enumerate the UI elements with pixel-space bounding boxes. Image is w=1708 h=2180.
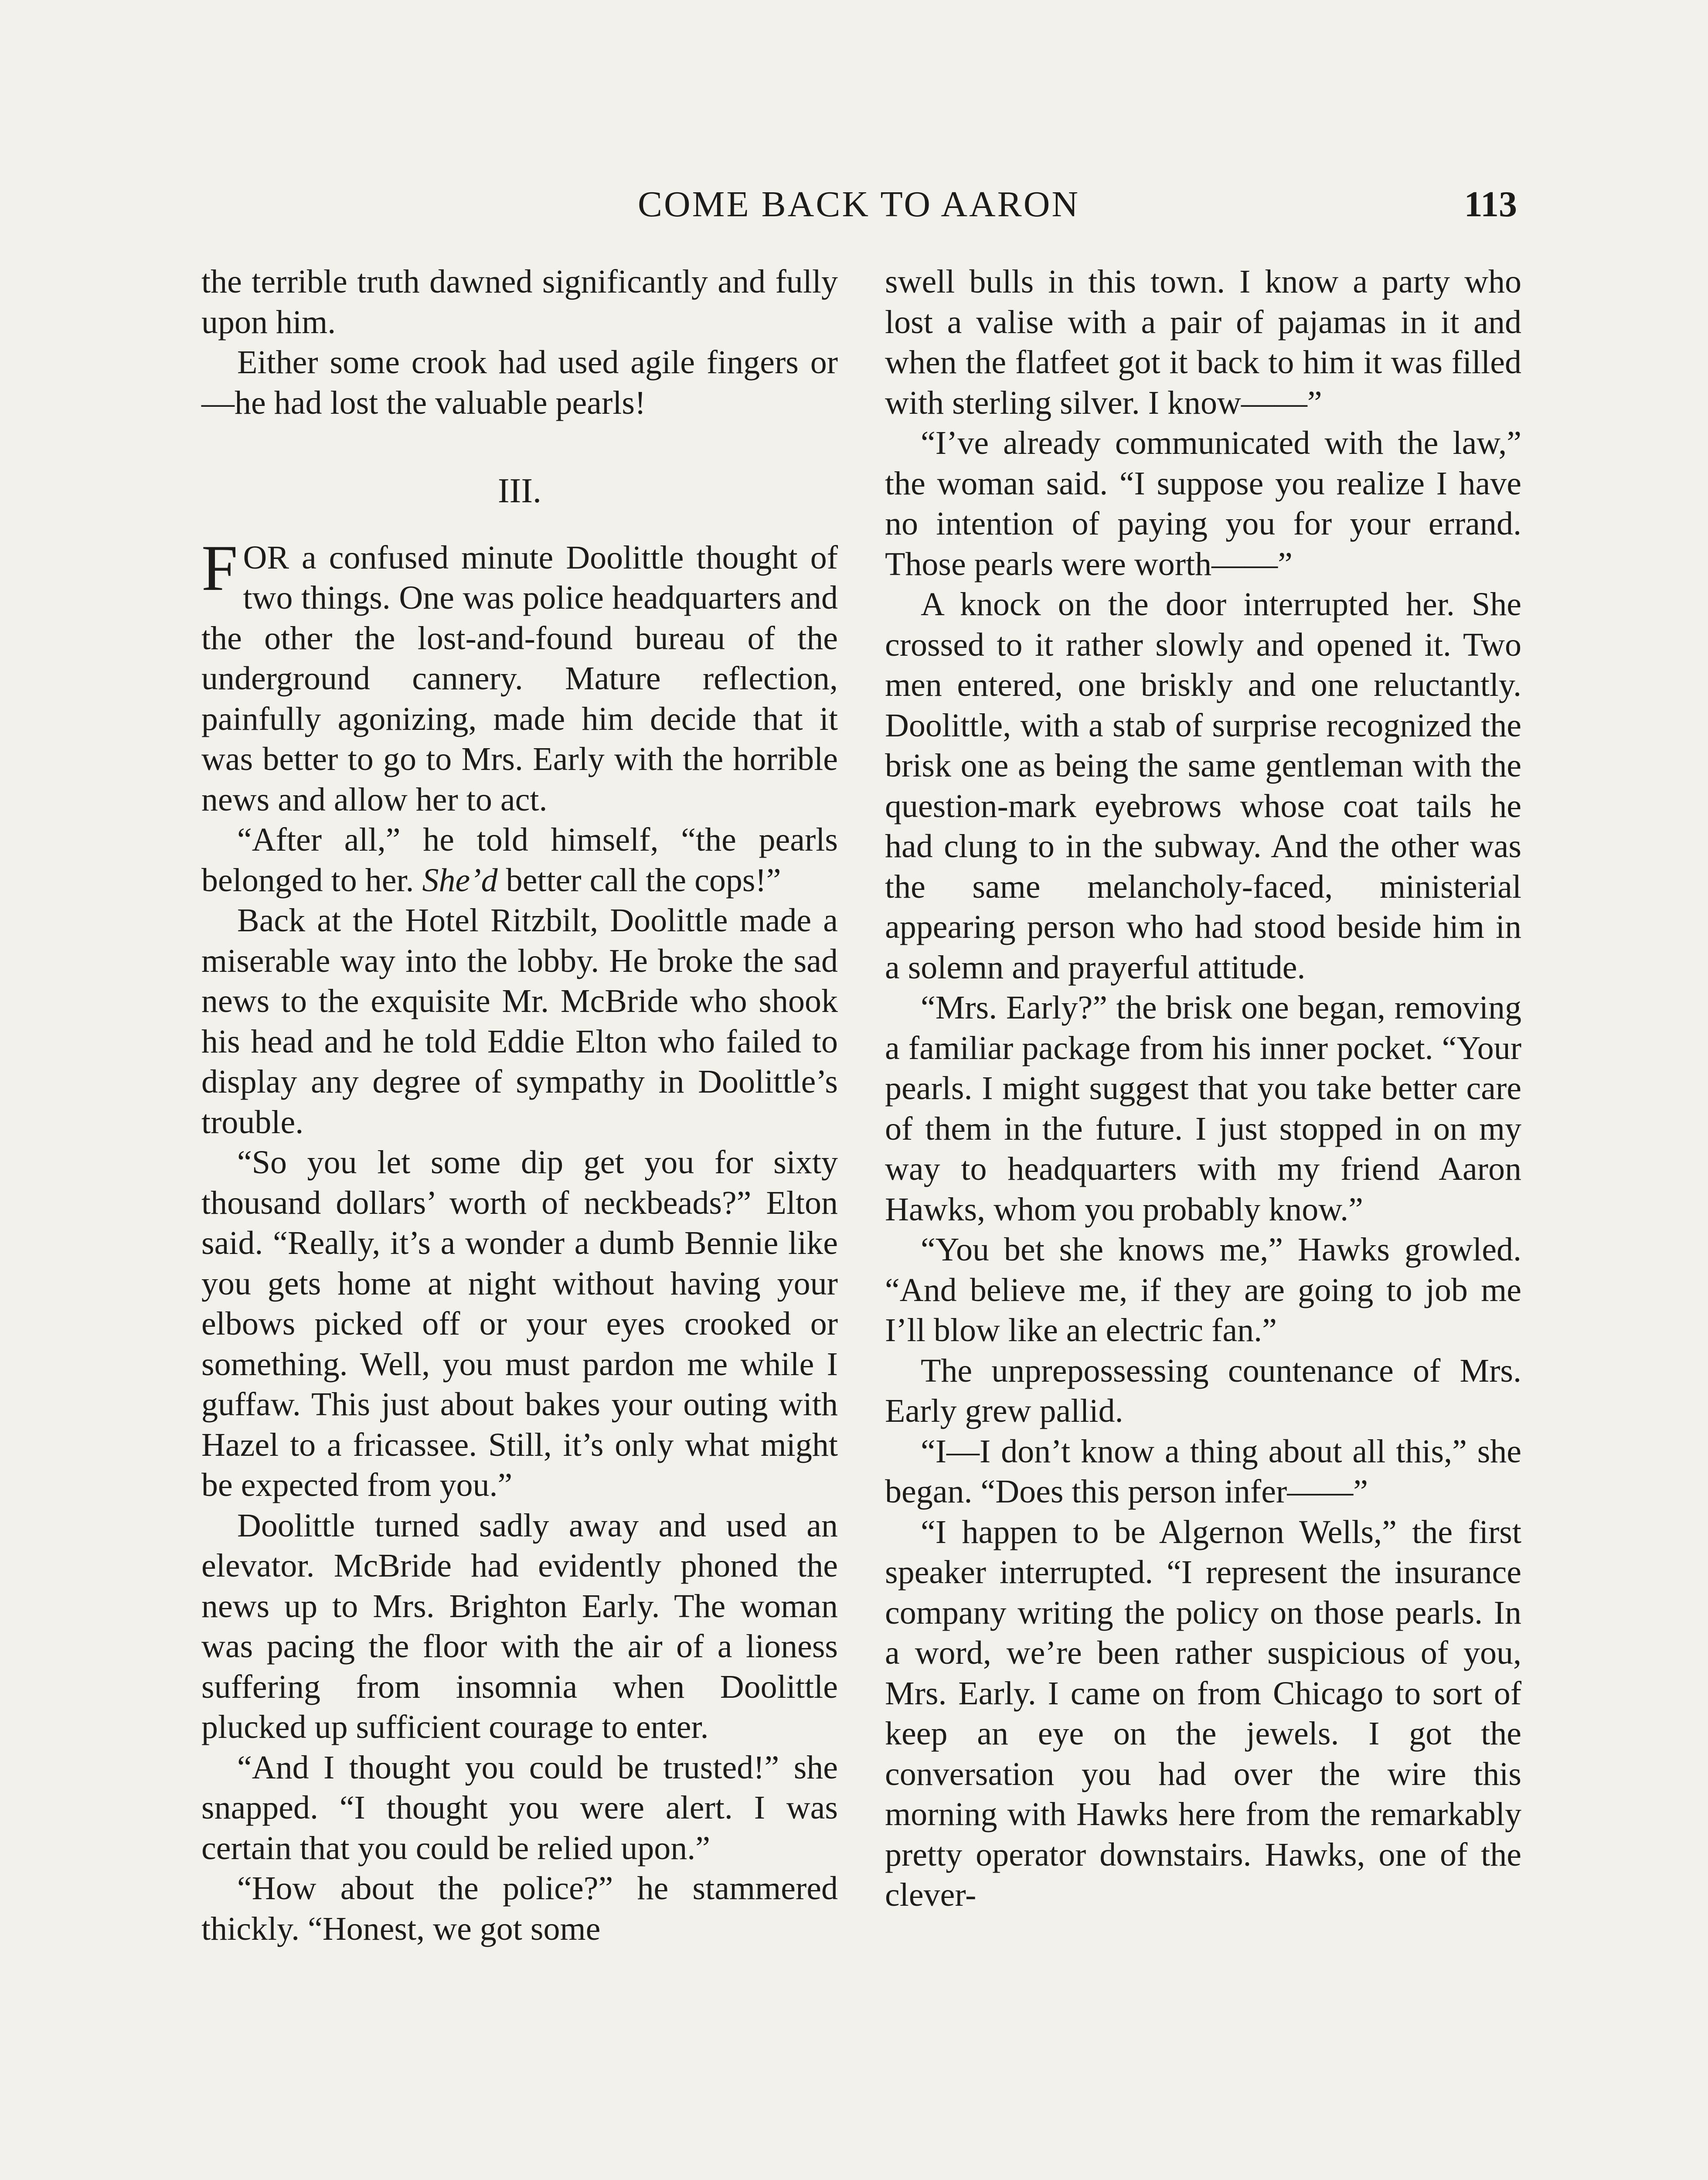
page-number: 113: [1464, 184, 1517, 225]
paragraph: The unprepossessing countenance of Mrs. Early grew pallid.: [885, 1352, 1521, 1429]
paragraph-text: “After all,” he told himself, “the pearls belonged to her.: [201, 821, 838, 899]
paragraph-text: better call the cops!”: [497, 862, 781, 899]
running-title: COME BACK TO AARON: [637, 184, 1080, 225]
paragraph: Either some crook had used agile fingers or—he had lost the valuable pearls!: [201, 344, 838, 421]
paragraph: [201, 820, 838, 900]
paragraph: “How about the police?” he stammered thickly. “Honest, we got some: [201, 1870, 838, 1947]
paragraph: A knock on the door interrupted her. She crossed to it rather slowly and opened it. Two men entered, one briskly and one reluctantly. Doolittle, with a stab of surprise recognized the brisk one as being the same gentleman with the question-mark eyebrows whose coat tails he had clung to in the subway. And the other was the same melancholy-faced, ministerial appearing person who had stood beside him in a solemn and prayerful attitude.: [885, 586, 1521, 986]
paragraph: the terrible truth dawned significantly and fully upon him.: [201, 263, 838, 341]
paragraph: “And I thought you could be trusted!” she snapped. “I thought you were alert. I was certain that you could be relied upon.”: [201, 1749, 838, 1867]
paragraph: “I happen to be Algernon Wells,” the first speaker interrupted. “I represent the insurance company writing the policy on those pearls. In a word, we’re been rather suspicious of you, Mrs. Early. I came on from Chicago to sort of keep an eye on the jewels. I got the conversation you had over the wire this morning with Hawks here from the remarkably pretty operator downstairs. Hawks, one of the clever-: [885, 1513, 1521, 1913]
right-text-column: [885, 262, 1521, 1915]
paragraph-text: OR a confused minute Doolittle thought of two things. One was police headquarters and the other the lost-and-found bureau of the underground cannery. Mature reflection, painfully agonizing, made him decide that it was better to go to Mrs. Early with the horrible news and allow her to act.: [201, 539, 838, 818]
paragraph: Back at the Hotel Ritzbilt, Doolittle made a miserable way into the lobby. He broke the sad news to the exquisite Mr. McBride who shook his head and he told Eddie Elton who failed to display any degree of sympathy in Doolittle’s trouble.: [201, 902, 838, 1141]
paragraph: Doolittle turned sadly away and used an elevator. McBride had evidently phoned the news up to Mrs. Brighton Early. The woman was pacing the floor with the air of a lioness suffering from insomnia when Doolittle plucked up sufficient courage to enter.: [201, 1507, 838, 1745]
section-heading: III.: [498, 472, 541, 510]
paragraph: swell bulls in this town. I know a party who lost a valise with a pair of pajamas in it and when the flatfeet got it back to him it was filled with sterling silver. I know——”: [885, 263, 1521, 421]
paragraph: “Mrs. Early?” the brisk one began, removing a familiar package from his inner pocket. “Your pearls. I might suggest that you take better care of them in the future. I just stopped in on my way to headquarters with my friend Aaron Hawks, whom you probably know.”: [885, 989, 1521, 1228]
paragraph-with-dropcap: [201, 531, 838, 820]
italic-word: She’d: [422, 862, 498, 899]
paragraph: “So you let some dip get you for sixty thousand dollars’ worth of neckbeads?” Elton said. “Really, it’s a wonder a dumb Bennie like you gets home at night without having your elbows picked off or your eyes crooked or something. Well, you must pardon me while I guffaw. This just about bakes your outing with Hazel to a fricassee. Still, it’s only what might be expected from you.”: [201, 1144, 838, 1503]
drop-cap: F: [201, 531, 238, 604]
paragraph: “You bet she knows me,” Hawks growled. “And believe me, if they are going to job me I’ll blow like an electric fan.”: [885, 1231, 1521, 1349]
page-header: [201, 183, 1517, 235]
paragraph: “I’ve already communicated with the law,” the woman said. “I suppose you realize I have no intention of paying you for your errand. Those pearls were worth——”: [885, 425, 1521, 582]
paragraph: “I—I don’t know a thing about all this,” she began. “Does this person infer——”: [885, 1433, 1521, 1510]
left-text-column: [201, 262, 838, 1949]
